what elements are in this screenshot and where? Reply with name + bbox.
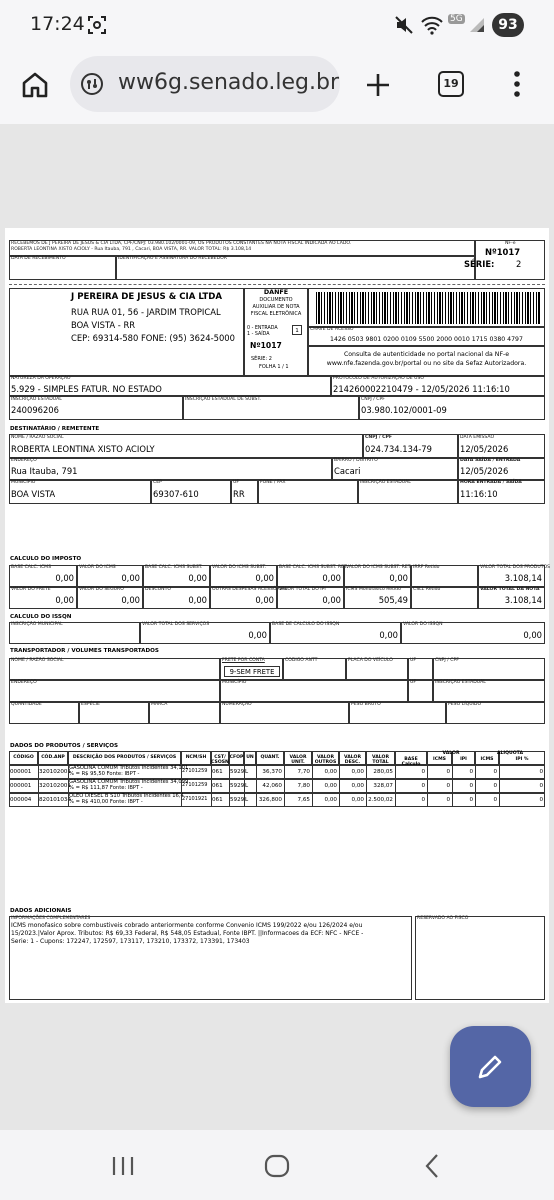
ie-value: 240096206: [11, 405, 59, 415]
home-nav-icon[interactable]: [263, 1153, 291, 1179]
product-description: % = R$ 111,87 Fonte: IBPT -: [69, 785, 143, 791]
tax-field-label: VALOR DO ICMS SUBST.: [212, 565, 267, 570]
danfe-entry: 0 - ENTRADA: [247, 326, 278, 331]
numbering-label: NUMERAÇÃO: [222, 702, 252, 707]
product-description: GASOLINA COMUM Tributos Incidentes 34,099: [69, 779, 189, 785]
barcode: [316, 292, 540, 324]
carrier-address-box: [9, 680, 220, 702]
products-header-label: CÓDIGO: [13, 755, 34, 760]
tax-field-label: BASE CALC. ICMS: [11, 565, 52, 570]
product-qty: 36,370: [262, 769, 282, 775]
product-disc: 0,00: [351, 797, 364, 803]
product-unit: 7,80: [297, 783, 310, 789]
net-weight-label: PESO LÍQUIDO: [448, 702, 482, 707]
nature-value: 5.929 - SIMPLES FATUR. NO ESTADO: [11, 384, 162, 394]
receipt-date-label: DATA DE RECEBIMENTO: [11, 256, 66, 261]
mute-icon: [394, 15, 414, 35]
tax-field-value: 0,00: [389, 573, 408, 583]
issqn-field-label: VALOR DO ISSQN: [403, 622, 443, 627]
protocol-label: PROTOCOLO DE AUTORIZAÇÃO DE USO: [333, 376, 425, 381]
protocol-value: 214260002210479 - 12/05/2026 11:16:10: [333, 384, 510, 394]
antt-label: CODIGO ANTT: [285, 658, 318, 663]
issqn-field-label: VALOR TOTAL DOS SERVIÇOS: [142, 622, 210, 627]
tax-field-label: VALOR DO FRETE: [11, 587, 51, 592]
danfe-document: [5, 228, 549, 1003]
url-bar[interactable]: [70, 56, 340, 112]
carrier-city-box: [220, 680, 408, 702]
home-icon[interactable]: [20, 70, 50, 100]
product-total: 280,05: [373, 769, 393, 775]
danfe-desc-1: DOCUMENTO: [259, 297, 293, 303]
product-aicms: 0: [493, 797, 497, 803]
product-total: 2.500,02: [368, 797, 393, 803]
tax-field-label: BASE CALC. ICMS SUBST.: [145, 565, 203, 570]
products-header-label: CFOP: [229, 755, 244, 760]
product-cst: 061: [212, 769, 223, 775]
issqn-field-label: INSCRIÇÃO MUNICIPAL: [11, 622, 63, 627]
carrier-uf2-label: UF: [410, 680, 417, 685]
new-tab-icon[interactable]: [365, 72, 391, 98]
issqn-field-value: 0,00: [523, 630, 542, 640]
tax-field-value: 0,00: [188, 595, 207, 605]
cep-value: 69307-610: [153, 489, 199, 499]
product-base: 0: [421, 769, 425, 775]
product-description: % = R$ 410,00 Fonte: IBPT -: [69, 799, 143, 805]
signal-icon: [468, 16, 486, 34]
product-base: 0: [421, 783, 425, 789]
tax-field-value: 0,00: [121, 573, 140, 583]
edit-button[interactable]: [450, 1026, 531, 1107]
cep-label: CEP: [153, 480, 162, 485]
product-anp: 320102001: [39, 769, 72, 775]
tax-field-label: DESCONTO: [145, 587, 172, 592]
product-aipi: 0: [539, 783, 543, 789]
products-header-label: IPI: [460, 757, 467, 762]
nature-label: NATUREZA DA OPERAÇÃO: [11, 376, 71, 381]
brand-label: MARCA: [151, 702, 168, 707]
products-header-label: NCM/SH: [185, 755, 207, 760]
product-total: 328,07: [373, 783, 393, 789]
emitter-address-1: RUA RUA 01, 56 - JARDIM TROPICAL: [71, 307, 221, 317]
products-header-label: DESCRIÇÃO DOS PRODUTOS / SERVIÇOS: [72, 755, 177, 760]
ie-st-label: INSCRIÇÃO ESTADUAL DE SUBST.: [185, 397, 262, 402]
more-menu-icon[interactable]: [512, 70, 522, 98]
tax-field-value: 3.108,14: [504, 573, 542, 583]
recipient-ie-label: INSCRIÇÃO ESTADUAL: [360, 480, 411, 485]
products-header-label: CST/ CSOSN: [211, 755, 229, 766]
tax-field-value: 0,00: [55, 573, 74, 583]
phone-label: FONE / FAX: [260, 480, 286, 485]
product-aipi: 0: [539, 769, 543, 775]
receipt-signature-label: IDENTIFICAÇÃO E ASSINATURA DO RECEBEDOR: [118, 256, 227, 261]
product-cfop: 5929: [230, 783, 245, 789]
products-header-label: ICMS: [433, 757, 446, 762]
product-unit: 7,65: [297, 797, 310, 803]
product-description: % = R$ 95,50 Fonte: IBPT -: [69, 771, 140, 777]
issqn-field-label: BASE DE CALCULO DO ISSQN: [272, 622, 340, 627]
product-description: OLEO DIESEL B S10 Tributos Incidentes 16,4: [69, 793, 184, 799]
screen-capture-icon: [87, 15, 107, 35]
product-cfop: 5929: [230, 797, 245, 803]
products-header-label: CÓD.ANP: [41, 755, 65, 760]
tax-field-label: ICMS Monofásico Retido: [346, 587, 401, 592]
products-header-label: VALOR UNIT.: [289, 755, 307, 766]
district-label: BAIRRO / DISTRITO: [334, 458, 378, 463]
product-icms: 0: [446, 797, 450, 803]
pencil-icon: [476, 1052, 505, 1081]
issqn-field-value: 0,00: [379, 630, 398, 640]
tax-field-label: BASE CALC. ICMS SUBST. RET.: [279, 565, 348, 570]
access-key: 1426 0503 9801 0200 0109 5500 2000 0010 1715 0380 4797: [330, 336, 523, 343]
tax-field-value: 0,00: [121, 595, 140, 605]
product-description: GASOLINA COMUM Tributos Incidentes 34,101: [69, 765, 189, 771]
additional-info-line-2: 15/2023.|Valor Aprox. Tributos: R$ 69,33 Federal, R$ 548,05 Estadual, Fonte IBPT. ||Informacoes da ECF: NFC - NFCE -: [11, 930, 364, 937]
tax-field-value: 0,00: [322, 595, 341, 605]
product-other: 0,00: [324, 797, 337, 803]
tax-field-label: IRRF Retido: [413, 565, 440, 570]
danfe-page: FOLHA 1 / 1: [259, 364, 289, 370]
product-unit: 7,70: [297, 769, 310, 775]
recipient-name-label: NOME / RAZÃO SOCIAL: [11, 435, 64, 440]
city-label: MUNICÍPIO: [11, 480, 36, 485]
recent-apps-icon[interactable]: [110, 1155, 136, 1177]
issqn-field-value: 0,00: [248, 630, 267, 640]
tax-field-value: 0,00: [322, 573, 341, 583]
tax-field-value: 0,00: [55, 595, 74, 605]
barcode-box: [308, 288, 545, 327]
product-code: 000001: [10, 783, 32, 789]
product-anp: 320102001: [39, 783, 72, 789]
product-un: L: [245, 769, 249, 775]
address-value: Rua Itauba, 791: [11, 466, 78, 476]
emitter-address-2: BOA VISTA - RR: [71, 320, 136, 330]
tax-field-value: 3.108,14: [504, 595, 542, 605]
uf-value: RR: [233, 489, 245, 499]
product-qty: 326,800: [258, 797, 282, 803]
reserved-box: [415, 916, 545, 1000]
network-badge: 5G: [450, 14, 463, 24]
issqn-section-title: CALCULO DO ISSQN: [10, 614, 72, 620]
wifi-icon: [420, 14, 444, 36]
product-ncm: 27101921: [182, 796, 208, 802]
additional-info-line-3: Serie: 1 - Cupons: 172247, 172597, 173117, 173210, 173372, 173391, 173403: [11, 938, 250, 945]
tax-field-label: VALOR TOTAL DA NOTA: [480, 587, 540, 592]
recipient-cpf-label: CNPJ / CPF: [365, 435, 393, 440]
product-anp: 820101034: [39, 797, 72, 803]
product-un: L: [245, 783, 249, 789]
exit-date: 12/05/2026: [460, 466, 509, 476]
ie-label: INSCRIÇÃO ESTADUAL: [11, 397, 62, 402]
product-icms: 0: [446, 783, 450, 789]
product-other: 0,00: [324, 769, 337, 775]
back-icon[interactable]: [423, 1153, 441, 1179]
product-base: 0: [421, 797, 425, 803]
hour-value: 11:16:10: [460, 489, 498, 499]
product-aicms: 0: [493, 769, 497, 775]
emitter-name: J PEREIRA DE JESUS & CIA LTDA: [71, 292, 223, 302]
tax-field-value: 0,00: [188, 573, 207, 583]
reserved-label: RESERVADO AO FISCO: [417, 916, 469, 921]
product-code: 000001: [10, 769, 32, 775]
cnpj-label: CNPJ / CPF: [361, 397, 385, 402]
tax-field-label: VALOR DO ICMS SUBST. RET.: [346, 565, 412, 570]
product-ipi: 0: [469, 783, 473, 789]
receipt-nfe-label: NF-e: [505, 241, 516, 246]
carrier-uf-label: UF: [410, 658, 417, 663]
tax-field-label: CSLL Retido: [413, 587, 441, 592]
emission-label: DATA EMISSÃO: [460, 435, 495, 440]
additional-section-title: DADOS ADICIONAIS: [10, 908, 72, 914]
status-bar: [0, 0, 554, 52]
carrier-ie-label: INSCRIÇÃO ESTADUAL: [435, 680, 486, 685]
product-cfop: 5929: [230, 769, 245, 775]
receipt-number: Nº1017: [485, 247, 521, 257]
tax-field-label: VALOR DO ICMS: [79, 565, 116, 570]
emitter-address-3: CEP: 69314-580 FONE: (95) 3624-5000: [71, 333, 235, 343]
battery-indicator: 93: [492, 13, 524, 37]
product-ipi: 0: [469, 797, 473, 803]
system-nav-bar: [0, 1130, 554, 1200]
danfe-number: Nº1017: [250, 341, 282, 350]
tax-section-title: CALCULO DO IMPOSTO: [10, 556, 82, 562]
uf-label: UF: [233, 480, 240, 485]
tab-switcher-button[interactable]: 19: [438, 71, 464, 97]
tax-field-label: VALOR DO SEGURO: [79, 587, 124, 592]
product-ipi: 0: [469, 769, 473, 775]
district-value: Cacari: [334, 466, 361, 476]
recipient-cpf: 024.734.134-79: [365, 444, 432, 454]
danfe-title: DANFE: [263, 288, 289, 296]
danfe-type: 1: [292, 325, 302, 335]
freight-label: FRETE POR CONTA: [222, 658, 265, 663]
product-other: 0,00: [324, 783, 337, 789]
gross-weight-label: PESO BRUTO: [351, 702, 381, 707]
carrier-city-label: MUNICÍPIO: [222, 680, 247, 685]
city-value: BOA VISTA: [11, 489, 56, 499]
additional-info-label: INFORMAÇÕES COMPLEMENTARES: [11, 916, 91, 921]
receipt-serie: 2: [516, 259, 522, 269]
exit-date-label: DATA SAÍDA / ENTRADA: [460, 458, 521, 463]
danfe-desc-3: FISCAL ELETRÔNICA: [250, 311, 302, 317]
cnpj-value: 03.980.102/0001-09: [361, 405, 447, 415]
recipient-section-title: DESTINATÁRIO / REMETENTE: [10, 426, 100, 432]
products-header-label: IPI %: [515, 757, 529, 762]
product-un: L: [245, 797, 249, 803]
address-label: ENDEREÇO: [11, 458, 37, 463]
freight-value: 9-SEM FRETE: [224, 666, 280, 677]
clock: 17:24: [30, 13, 85, 35]
products-header-label: VALOR OUTROS: [314, 755, 337, 766]
products-group-valor: VALOR: [442, 751, 460, 756]
cut-line: [9, 284, 545, 285]
authenticity-line-2: www.nfe.fazenda.gov.br/portal ou no site da Sefaz Autorizadora.: [326, 360, 527, 367]
tax-field-label: OUTRAS DESPESAS ACESSÓRIAS: [212, 587, 288, 592]
tax-field-value: 0,00: [255, 595, 274, 605]
carrier-address-label: ENDEREÇO: [11, 680, 37, 685]
product-ncm: 27101259: [182, 782, 208, 788]
product-aipi: 0: [539, 797, 543, 803]
url-text: ww6g.senado.leg.br: [118, 70, 340, 95]
danfe-exit: 1 - SAÍDA: [247, 332, 270, 337]
receipt-line-2: ROBERTA LEONTINA XISTO ACIOLY - Rua Itauba, 791 , Cacari, BOA VISTA, RR. VALOR TOTAL: R$ 3.108,14: [11, 247, 252, 252]
product-cst: 061: [212, 797, 223, 803]
tax-field-value: 0,00: [255, 573, 274, 583]
quantity-label: QUANTIDADE: [11, 702, 42, 707]
access-key-label: CHAVE DE ACESSO: [310, 327, 354, 332]
products-group-aliquota: ALIQUOTA: [496, 751, 524, 756]
products-header-label: UN: [246, 755, 254, 760]
danfe-desc-2: AUXILIAR DE NOTA: [252, 304, 300, 310]
products-header-label: VALOR DESC.: [343, 755, 361, 766]
product-disc: 0,00: [351, 783, 364, 789]
additional-info-line-1: ICMS monofasico sobre combustiveis cobrado anteriormente conforme Convenio ICMS 199/2022 e/ou 126/2024 e/ou: [11, 922, 363, 929]
tax-field-label: VALOR TOTAL DOS PRODUTOS: [480, 565, 551, 570]
transport-section-title: TRANSPORTADOR / VOLUMES TRANSPORTADOS: [10, 648, 159, 654]
tax-field-label: VALOR TOTAL DO IPI: [279, 587, 326, 592]
species-label: ESPÉCIE: [81, 702, 100, 707]
tax-field-value: 505,49: [378, 595, 408, 605]
plate-label: PLACA DO VEÍCULO: [348, 658, 393, 663]
emission-date: 12/05/2026: [460, 444, 509, 454]
product-icms: 0: [446, 769, 450, 775]
product-ncm: 27101259: [182, 768, 208, 774]
product-aicms: 0: [493, 783, 497, 789]
carrier-cnpj-label: CNPJ / CPF: [435, 658, 459, 663]
recipient-name: ROBERTA LEONTINA XISTO ACIOLY: [11, 444, 155, 454]
product-code: 000004: [10, 797, 32, 803]
receipt-line-1: RECEBEMOS DE J PEREIRA DE JESUS & CIA LTDA, CPF/CNPJ: 03.980.102/0001-09, OS PRODUTOS CONSTANTES NA NOTA FISCAL INDICADA AO LADO.: [11, 241, 352, 246]
carrier-name-label: NOME / RAZÃO SOCIAL: [11, 658, 64, 663]
products-section-title: DADOS DO PRODUTOS / SERVIÇOS: [10, 743, 119, 749]
product-disc: 0,00: [351, 769, 364, 775]
danfe-serie: SÉRIE: 2: [251, 356, 272, 362]
products-header-label: QUANT.: [260, 755, 280, 760]
hour-label: HORA ENTRADA / SAÍDA: [460, 480, 522, 485]
receipt-serie-label: SÉRIE:: [464, 259, 495, 269]
products-header-label: VALOR TOTAL: [371, 755, 389, 766]
site-info-icon[interactable]: [80, 72, 104, 96]
products-header-label: BASE Calculo: [401, 757, 421, 768]
authenticity-line-1: Consulta de autenticidade no portal nacional da NF-e: [343, 351, 510, 358]
products-header-label: ICMS: [480, 757, 494, 762]
product-qty: 42,060: [262, 783, 282, 789]
product-cst: 061: [212, 783, 223, 789]
products-table: [9, 751, 545, 809]
